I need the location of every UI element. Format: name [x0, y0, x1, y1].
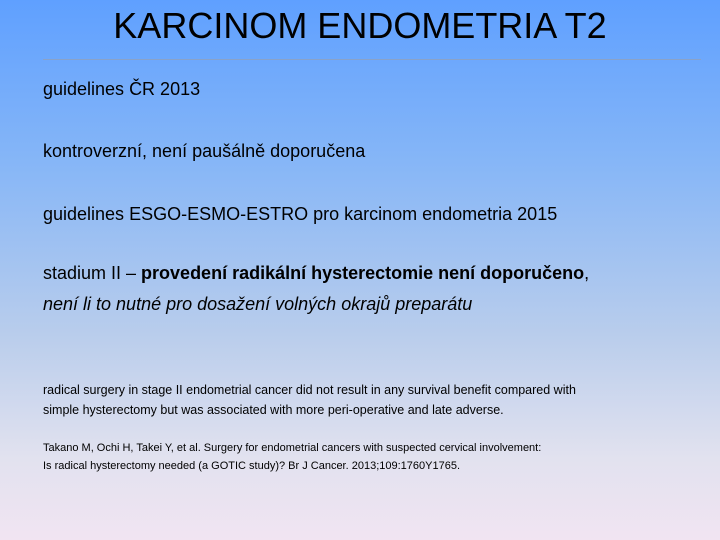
stadium-recommendation: provedení radikální hysterectomie není doporučeno — [141, 263, 585, 283]
stadium-prefix: stadium II – — [43, 263, 142, 283]
reference-line-1: Takano M, Ochi H, Takei Y, et al. Surgery for endometrial cancers with suspected cervical involvement: — [43, 442, 542, 454]
controversial-line: kontroverzní, není paušálně doporučena — [43, 141, 366, 161]
slide-title: KARCINOM ENDOMETRIA T2 — [113, 5, 607, 46]
stadium-line — [43, 261, 589, 285]
esgo-guidelines-line: guidelines ESGO-ESMO-ESTRO pro karcinom endometria 2015 — [43, 204, 558, 224]
reference-line-2: Is radical hysterectomy needed (a GOTIC study)? Br J Cancer. 2013;109:1760Y1765. — [43, 460, 461, 472]
quote-line-1: radical surgery in stage II endometrial cancer did not result in any survival benefit compared with — [43, 383, 576, 397]
quote-line-2: simple hysterectomy but was associated with more peri-operative and late adverse. — [43, 403, 504, 417]
guidelines-cr-line: guidelines ČR 2013 — [43, 79, 201, 99]
title-divider — [43, 59, 701, 60]
stadium-condition-line: není li to nutné pro dosažení volných okrajů preparátu — [43, 294, 473, 314]
stadium-suffix: , — [584, 263, 590, 283]
